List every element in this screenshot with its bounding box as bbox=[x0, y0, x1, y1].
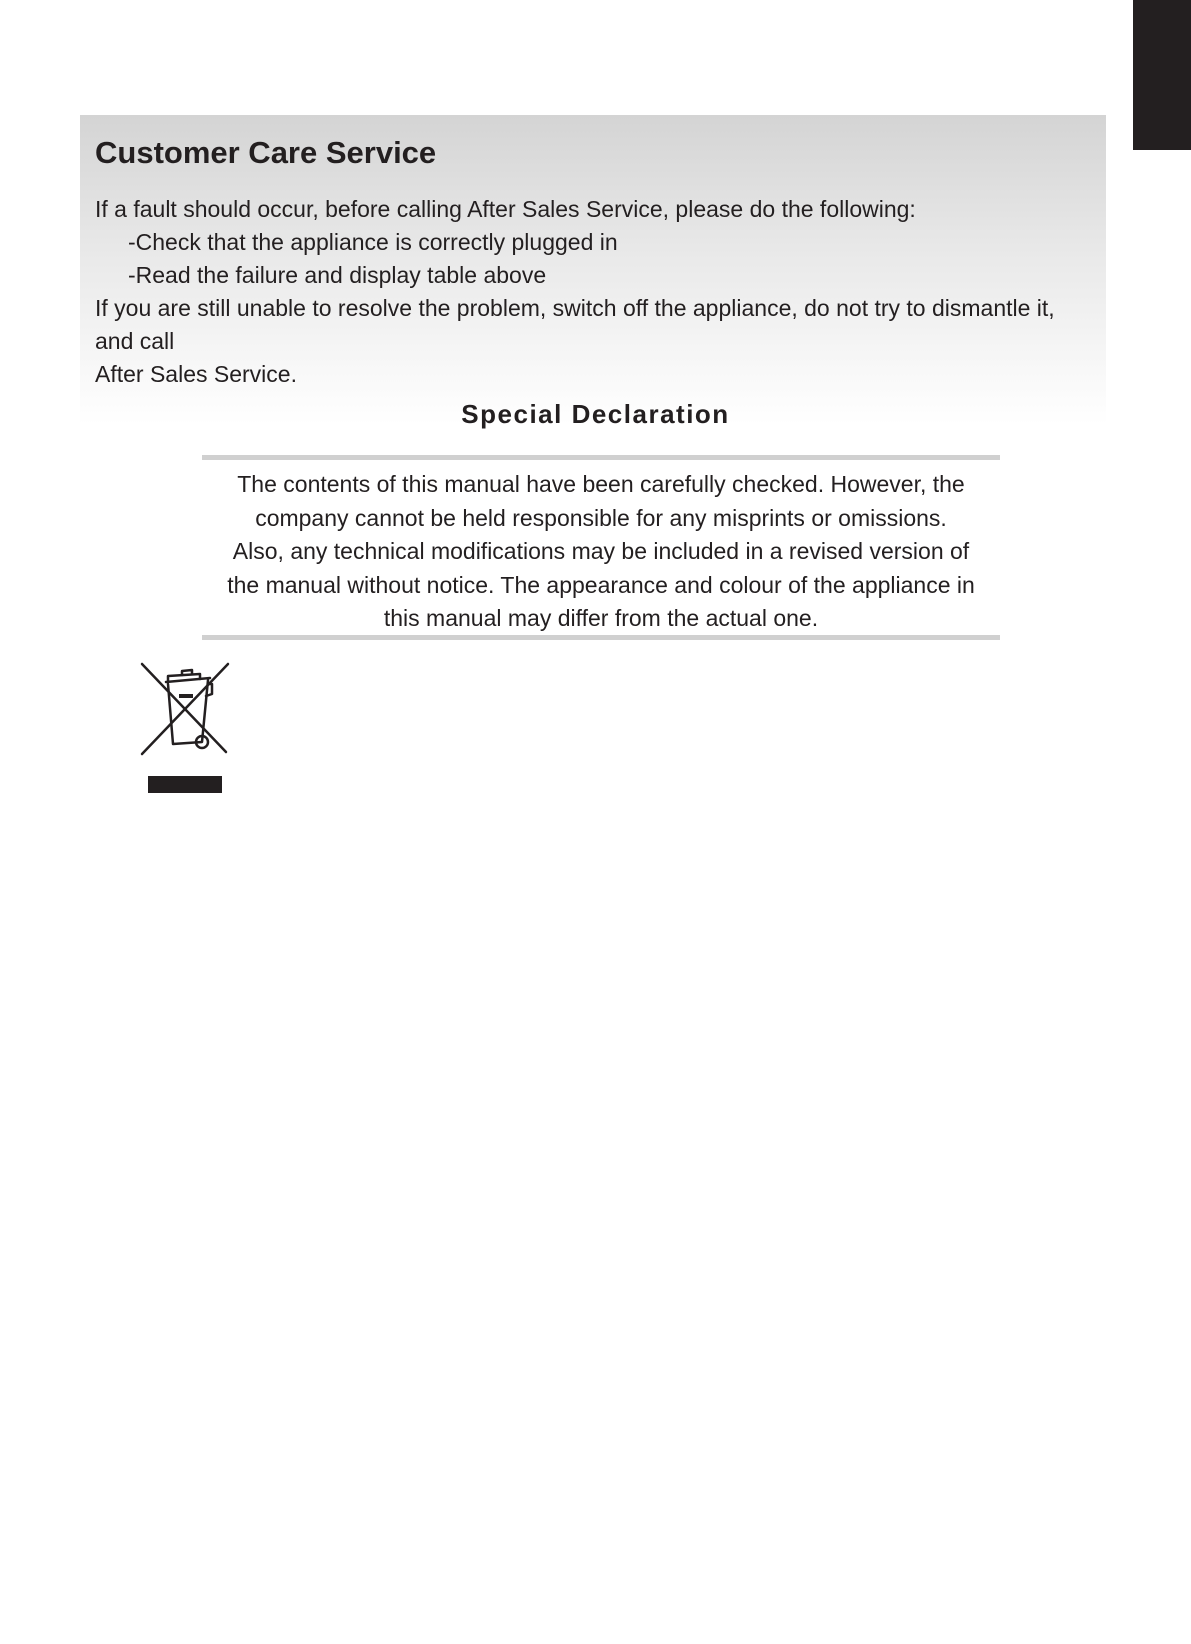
customer-care-text bbox=[95, 193, 1100, 391]
declaration-line: company cannot be held responsible for any misprints or omissions. bbox=[255, 504, 947, 531]
declaration-line: the manual without notice. The appearance and colour of the appliance in bbox=[227, 571, 975, 598]
declaration-line: The contents of this manual have been carefully checked. However, the bbox=[237, 471, 965, 497]
customer-care-step: -Check that the appliance is correctly plugged in bbox=[128, 229, 618, 255]
declaration-line: this manual may differ from the actual one. bbox=[383, 605, 819, 631]
special-declaration-title: Special Declaration bbox=[461, 399, 730, 429]
customer-care-line: If a fault should occur, before calling After Sales Service, please do the following: bbox=[95, 196, 916, 222]
special-declaration-text bbox=[202, 468, 1000, 636]
declaration-bottom-divider bbox=[202, 635, 1000, 640]
customer-care-line: and call bbox=[95, 328, 175, 354]
customer-care-step: -Read the failure and display table above bbox=[128, 262, 547, 288]
customer-care-line: If you are still unable to resolve the problem, switch off the appliance, do not try to dismantle it, bbox=[95, 295, 1055, 321]
customer-care-line: After Sales Service. bbox=[95, 361, 297, 387]
declaration-top-divider bbox=[202, 455, 1000, 460]
declaration-line: Also, any technical modifications may be included in a revised version of bbox=[232, 538, 970, 564]
weee-bin-icon bbox=[140, 662, 236, 796]
customer-care-title: Customer Care Service bbox=[95, 135, 437, 170]
section-tab-marker bbox=[1133, 0, 1191, 150]
